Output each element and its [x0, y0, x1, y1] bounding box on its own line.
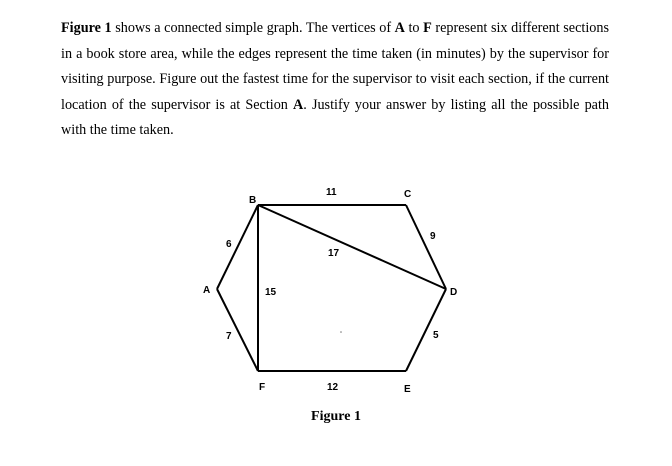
vertex-label-d: D [450, 287, 458, 298]
edge-c-d [406, 205, 446, 289]
vertex-label-c: C [404, 189, 412, 200]
weight-b-c: 11 [326, 187, 337, 198]
vertex-label-f: F [259, 382, 266, 393]
vertex-f-ref: F [423, 20, 432, 36]
weight-b-d: 17 [328, 248, 340, 259]
question-text-3: . Justify your answer by listing all the possible path with the time taken. [61, 96, 609, 139]
figure-reference: Figure 1 [61, 20, 112, 36]
vertex-label-a: A [203, 285, 211, 296]
edge-a-b [217, 205, 258, 289]
edge-d-e [406, 289, 446, 371]
weight-d-e: 5 [433, 330, 439, 341]
edge-a-f [217, 289, 258, 371]
weight-f-e: 12 [327, 382, 339, 393]
weight-c-d: 9 [430, 231, 436, 242]
stray-dot [340, 331, 342, 333]
weight-b-f: 15 [265, 287, 277, 298]
question-text-2: represent six different sections in a book store area, while the edges represent the time taken (in minutes) by the supervisor for visiting purpose. Figure out the fastest time for the supervisor to visit each section, if the current location of the supervisor is at Section [61, 20, 609, 113]
vertex-a-ref: A [394, 20, 405, 36]
figure-caption: Figure 1 [311, 409, 361, 424]
vertex-a-ref-2: A [293, 96, 304, 113]
weight-a-b: 6 [226, 239, 232, 250]
vertex-label-e: E [404, 384, 411, 395]
question-text-to: to [404, 20, 424, 36]
edge-b-d [258, 205, 446, 289]
question-text-1: shows a connected simple graph. The vertices of [111, 20, 395, 36]
vertex-label-b: B [249, 195, 257, 206]
weight-a-f: 7 [226, 331, 232, 342]
